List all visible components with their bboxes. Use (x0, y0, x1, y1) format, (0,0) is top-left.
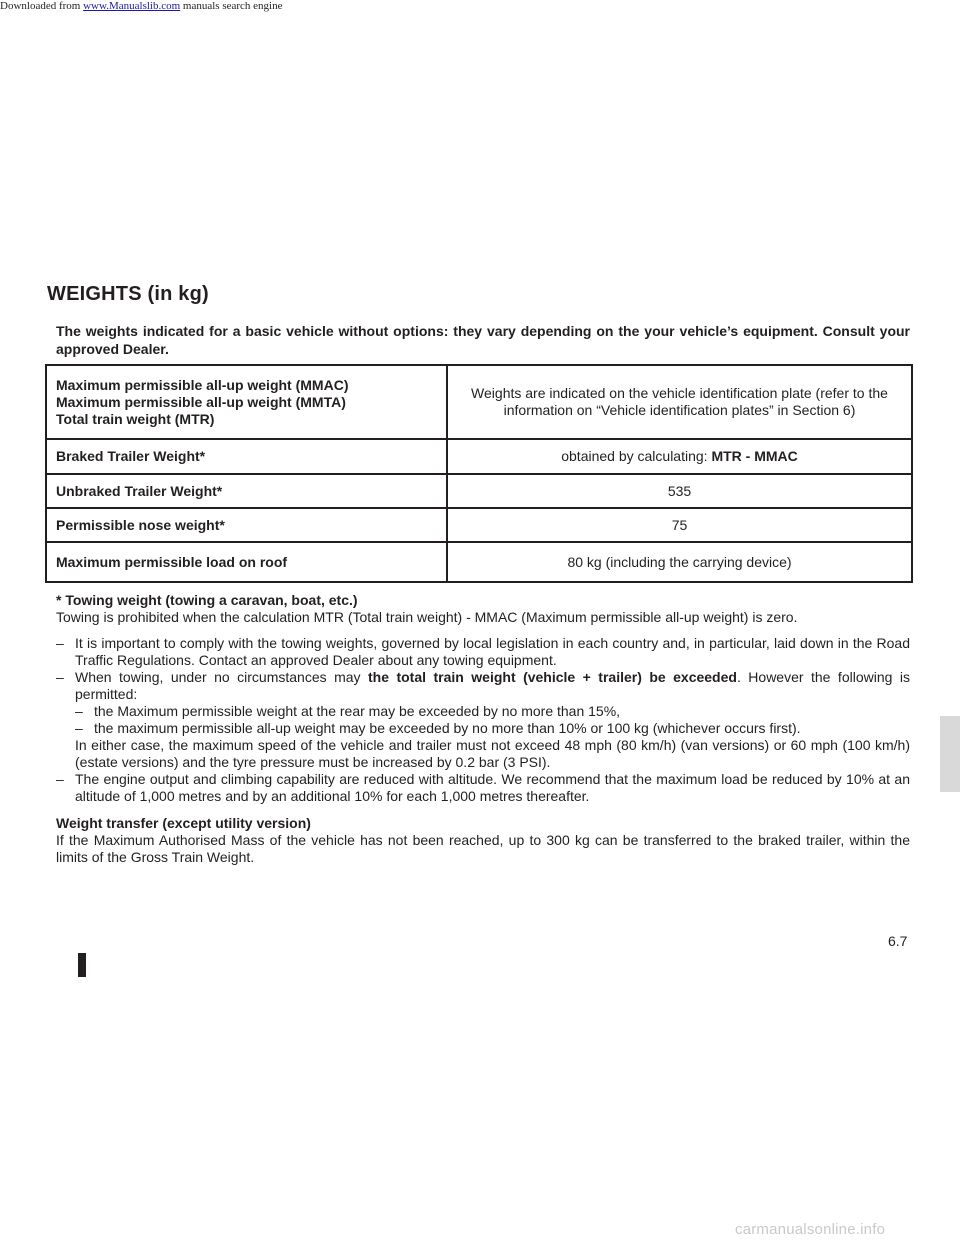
dash-marker: – (56, 669, 64, 685)
table-row-label (46, 365, 447, 439)
list-item-text: . However the following is permitted: (75, 669, 910, 702)
value-prefix: obtained by calculating: (561, 448, 712, 464)
label-line: Maximum permissible all-up weight (MMTA) (56, 393, 346, 410)
section-tab-marker (940, 716, 960, 792)
download-header (0, 0, 282, 12)
dash-marker: – (75, 703, 83, 719)
page-title: WEIGHTS (in kg) (47, 283, 209, 305)
dash-marker: – (75, 720, 83, 736)
towing-heading: * Towing weight (towing a caravan, boat, etc.) (56, 592, 358, 608)
body-text (56, 592, 910, 866)
weights-table (45, 364, 913, 583)
table-row-value: 75 (447, 508, 912, 542)
label-line: Maximum permissible all-up weight (MMAC) (56, 376, 349, 393)
list-item-text: It is important to comply with the towing weights, governed by local legislation in each country and, in particular, laid down in the Road Traffic Regulations. Contact an approved Dealer about any towing equipment. (75, 635, 910, 668)
transfer-heading: Weight transfer (except utility version) (56, 815, 311, 831)
list-item-text: The engine output and climbing capability are reduced with altitude. We recommend that the maximum load be reduced by 10% at an altitude of 1,000 metres and by an additional 10% for each 1,000 metres thereafter. (75, 771, 910, 804)
table-row-value: 535 (447, 474, 912, 508)
table-row-label: Braked Trailer Weight* (46, 439, 447, 474)
list-item-text: the maximum permissible all-up weight may be exceeded by no more than 10% or 100 kg (whichever occurs first). (94, 720, 801, 736)
dash-marker: – (56, 771, 64, 787)
table-row-label: Unbraked Trailer Weight* (46, 474, 447, 508)
footer-watermark: carmanualsonline.info (735, 1221, 886, 1238)
list-item (75, 703, 910, 720)
table-row-value: 80 kg (including the carrying device) (447, 542, 912, 582)
list-item (56, 635, 910, 669)
download-header-prefix: Downloaded from (0, 0, 84, 12)
list-item-emphasis: the total train weight (vehicle + trailer) be exceeded (368, 669, 737, 685)
corner-mark (78, 953, 86, 977)
table-row (46, 365, 912, 439)
download-header-suffix: manuals search engine (180, 0, 283, 12)
label-line: Total train weight (MTR) (56, 410, 215, 427)
page-number: 6.7 (888, 933, 908, 949)
towing-bullet-list (56, 635, 910, 805)
list-item-note: In either case, the maximum speed of the vehicle and trailer must not exceed 48 mph (80 km/h) (van versions) or 60 mph (100 km/h) (estate versions) and the tyre pressure must be increased by 0.2 bar (3 PSI). (75, 737, 910, 770)
table-row-label: Permissible nose weight* (46, 508, 447, 542)
list-item-text: When towing, under no circumstances may (75, 669, 368, 685)
towing-text: Towing is prohibited when the calculation MTR (Total train weight) - MMAC (Maximum permissible all-up weight) is zero. (56, 609, 798, 625)
list-item-text: the Maximum permissible weight at the rear may be exceeded by no more than 15%, (94, 703, 621, 719)
table-row (46, 542, 912, 582)
table-row (46, 439, 912, 474)
table-row (46, 508, 912, 542)
manualslib-link[interactable]: www.Manualslib.com (83, 0, 181, 12)
value-formula: MTR - MMAC (711, 448, 798, 464)
intro-note: The weights indicated for a basic vehicle without options: they vary depending on the your vehicle’s equipment. Consult your approved Dealer. (56, 323, 910, 357)
list-item (75, 720, 910, 737)
sub-list (75, 703, 910, 737)
transfer-text: If the Maximum Authorised Mass of the vehicle has not been reached, up to 300 kg can be transferred to the braked trailer, within the limits of the Gross Train Weight. (56, 832, 910, 865)
table-row (46, 474, 912, 508)
table-row-value (447, 439, 912, 474)
dash-marker: – (56, 635, 64, 651)
table-row-value: Weights are indicated on the vehicle identification plate (refer to the information on “Vehicle identification plates” in Section 6) (447, 365, 912, 439)
list-item (56, 669, 910, 771)
list-item (56, 771, 910, 805)
table-row-label: Maximum permissible load on roof (46, 542, 447, 582)
